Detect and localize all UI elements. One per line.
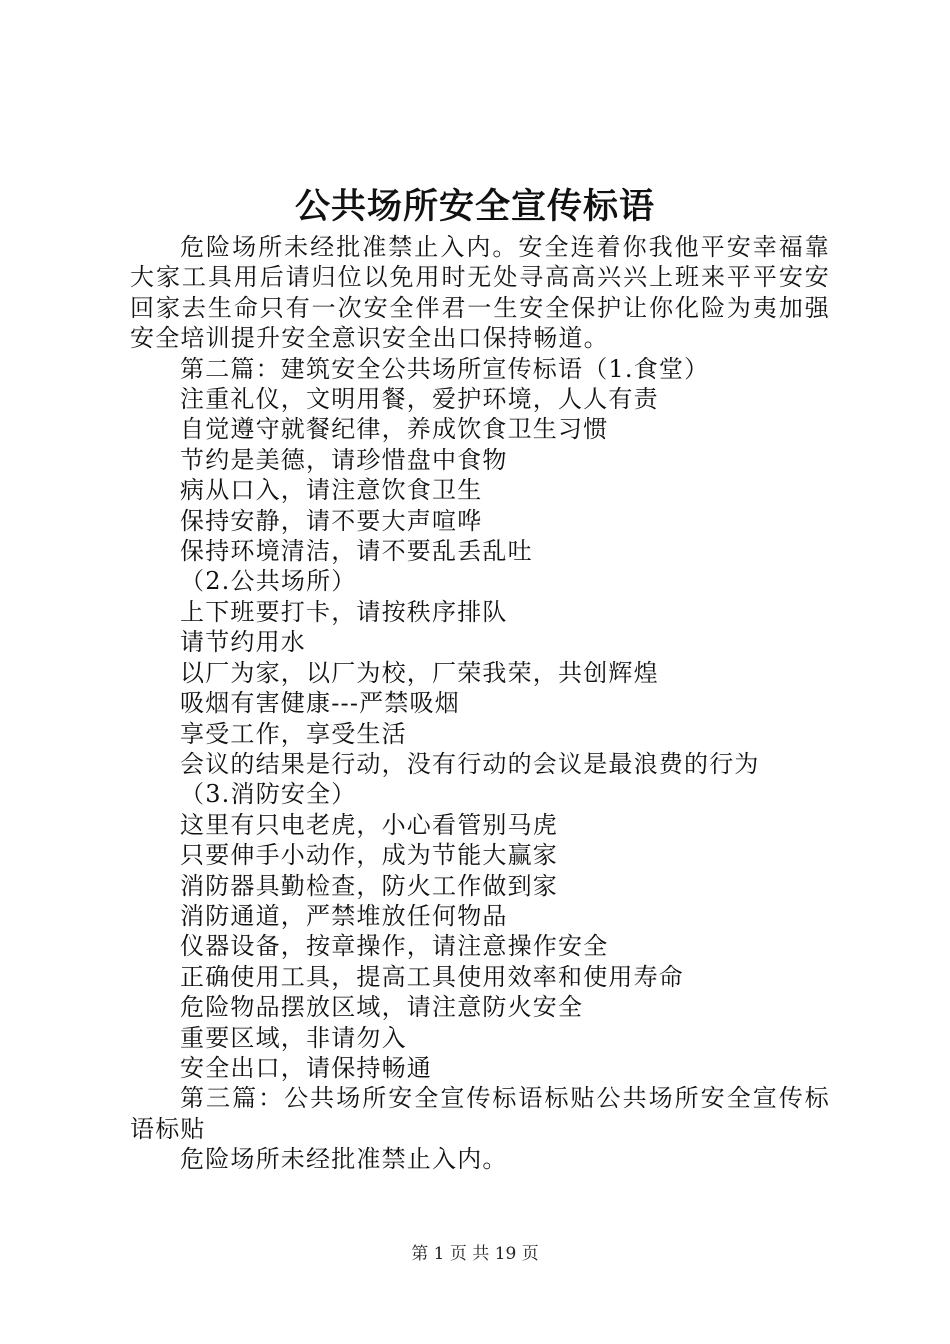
public-slogan: 上下班要打卡，请按秩序排队 xyxy=(180,597,508,626)
canteen-slogan: 保持安静，请不要大声喧哗 xyxy=(180,506,483,535)
fire-slogan: 只要伸手小动作，成为节能大赢家 xyxy=(180,841,558,870)
fire-slogan: 这里有只电老虎，小心看管别马虎 xyxy=(180,810,558,839)
section-2-heading: 第二篇：建筑安全公共场所宣传标语（1.食堂） xyxy=(180,354,710,383)
intro-paragraph: 危险场所未经批准禁止入内。安全连着你我他平安幸福靠大家工具用后请归位以免用时无处寻高高兴兴上班来平平安安回家去生命只有一次安全伴君一生安全保护让你化险为夷加强安全培训提升安全意识安全出口保持畅道。 xyxy=(130,233,830,353)
fire-slogan: 正确使用工具，提高工具使用效率和使用寿命 xyxy=(180,962,684,991)
page-title: 公共场所安全宣传标语 xyxy=(294,186,655,227)
document-body xyxy=(130,232,830,1175)
fire-safety-heading: （3.消防安全） xyxy=(180,780,357,809)
fire-slogan: 消防通道，严禁堆放任何物品 xyxy=(180,901,508,930)
canteen-slogan: 节约是美德，请珍惜盘中食物 xyxy=(180,445,508,474)
public-slogan: 享受工作，享受生活 xyxy=(180,719,407,748)
canteen-slogan: 自觉遵守就餐纪律，养成饮食卫生习惯 xyxy=(180,415,609,444)
public-slogan: 以厂为家，以厂为校，厂荣我荣，共创辉煌 xyxy=(180,658,659,687)
public-slogan: 吸烟有害健康---严禁吸烟 xyxy=(180,689,460,718)
fire-slogan: 消防器具勤检查，防火工作做到家 xyxy=(180,871,558,900)
section-3-heading: 第三篇：公共场所安全宣传标语标贴公共场所安全宣传标语标贴 xyxy=(130,1084,830,1143)
fire-slogan: 安全出口，请保持畅通 xyxy=(180,1053,432,1082)
public-places-heading: （2.公共场所） xyxy=(180,567,357,596)
canteen-slogan: 注重礼仪，文明用餐，爱护环境，人人有责 xyxy=(180,385,659,414)
closing-line: 危险场所未经批准禁止入内。 xyxy=(180,1145,508,1174)
canteen-slogan: 病从口入，请注意饮食卫生 xyxy=(180,476,483,505)
fire-slogan: 重要区域，非请勿入 xyxy=(180,1023,407,1052)
fire-slogan: 仪器设备，按章操作，请注意操作安全 xyxy=(180,932,609,961)
public-slogan: 会议的结果是行动，没有行动的会议是最浪费的行为 xyxy=(180,749,760,778)
public-slogan: 请节约用水 xyxy=(180,628,306,657)
page-footer: 第 1 页 共 19 页 xyxy=(411,1244,539,1264)
fire-slogan: 危险物品摆放区域，请注意防火安全 xyxy=(180,993,584,1022)
canteen-slogan: 保持环境清洁，请不要乱丢乱吐 xyxy=(180,537,533,566)
